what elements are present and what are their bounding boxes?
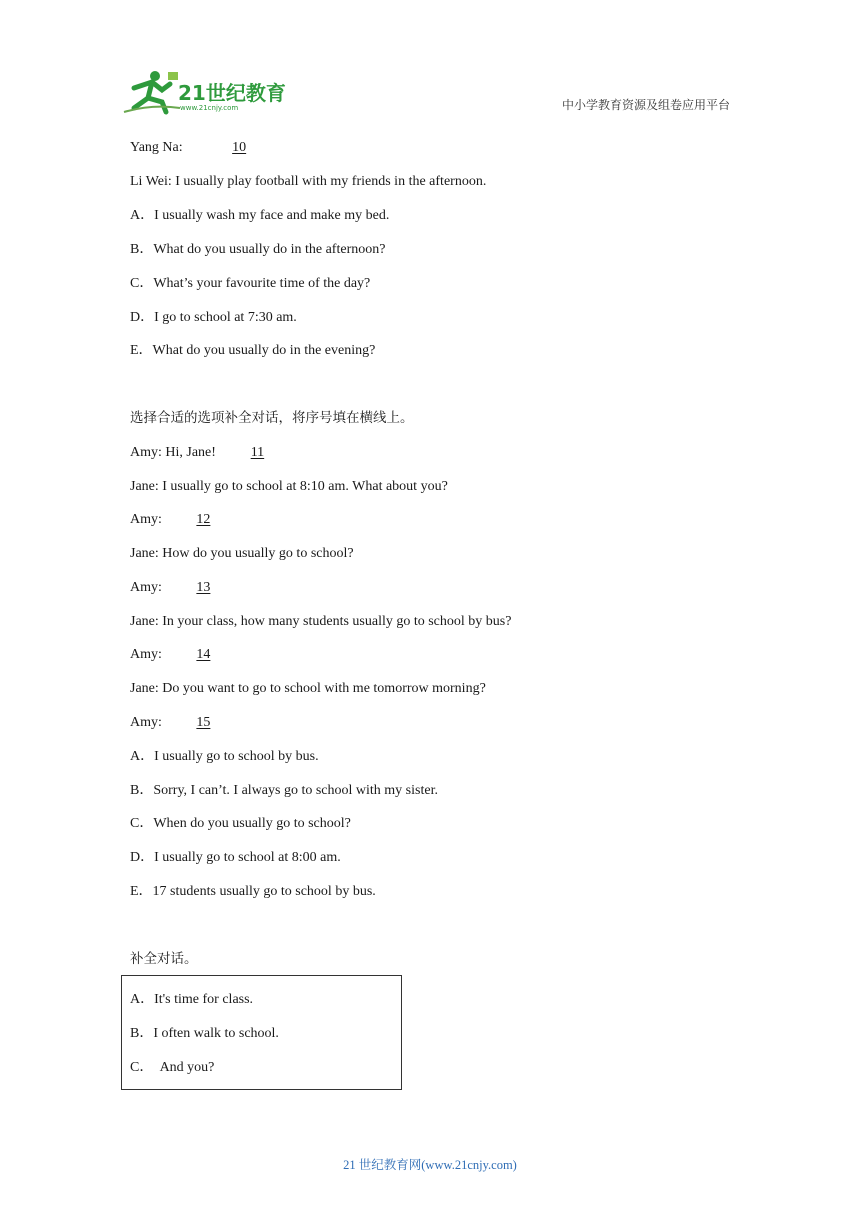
svg-text:21世纪教育: 21世纪教育: [178, 81, 286, 105]
answer-blank-12: 12: [196, 512, 211, 527]
answer-blank-11: 11: [250, 445, 265, 460]
answer-blank-13: 13: [196, 580, 211, 595]
option-c: C．When do you usually go to school?: [130, 816, 351, 831]
section-instruction: 补全对话。: [130, 951, 198, 967]
dialog-line: [130, 646, 233, 664]
site-logo: [122, 68, 292, 116]
option-a: A．I usually go to school by bus.: [130, 749, 319, 764]
dialog-line: Jane: In your class, how many students usually go to school by bus?: [130, 614, 512, 629]
box-option-a: A．It's time for class.: [130, 992, 254, 1007]
dialog-line: [130, 511, 233, 529]
dialog-line: Jane: How do you usually go to school?: [130, 546, 354, 561]
platform-title: 中小学教育资源及组卷应用平台: [561, 98, 730, 112]
option-b: B．What do you usually do in the afternoon?: [130, 242, 386, 257]
dialog-text: Amy:: [130, 580, 162, 595]
dialog-text: Amy:: [130, 647, 162, 662]
footer-link[interactable]: 21 世纪教育网(www.21cnjy.com): [343, 1158, 517, 1172]
dialog-line: [130, 444, 287, 462]
answer-blank-10: 10: [232, 140, 247, 155]
dialog-text: Amy: Hi, Jane!: [130, 445, 216, 460]
dialog-line: Jane: I usually go to school at 8:10 am. What about you?: [130, 479, 448, 494]
runner-logo-icon: [122, 68, 292, 116]
dialog-line: [130, 579, 233, 597]
dialog-line: Jane: Do you want to go to school with me tomorrow morning?: [130, 681, 486, 696]
answer-blank-14: 14: [196, 647, 211, 662]
option-e: E．What do you usually do in the evening?: [130, 343, 376, 358]
box-option-c: C． And you?: [130, 1060, 215, 1075]
option-e: E．17 students usually go to school by bus.: [130, 884, 376, 899]
dialog-text: Amy:: [130, 715, 162, 730]
option-a: A．I usually wash my face and make my bed.: [130, 208, 390, 223]
option-d: D．I usually go to school at 8:00 am.: [130, 850, 341, 865]
svg-text:www.21cnjy.com: www.21cnjy.com: [180, 104, 239, 112]
box-option-b: B．I often walk to school.: [130, 1026, 279, 1041]
speaker-label: Yang Na:: [130, 140, 183, 155]
option-b: B．Sorry, I can’t. I always go to school with my sister.: [130, 783, 438, 798]
section-instruction: 选择合适的选项补全对话，将序号填在横线上。: [130, 410, 414, 426]
option-d: D．I go to school at 7:30 am.: [130, 310, 297, 325]
dialog-text: Amy:: [130, 512, 162, 527]
answer-blank-15: 15: [196, 715, 211, 730]
dialog-line: [130, 714, 233, 732]
dialog-line-liwei: Li Wei: I usually play football with my friends in the afternoon.: [130, 174, 487, 189]
option-c: C．What’s your favourite time of the day?: [130, 276, 371, 291]
dialog-line-yangna: [130, 139, 284, 157]
